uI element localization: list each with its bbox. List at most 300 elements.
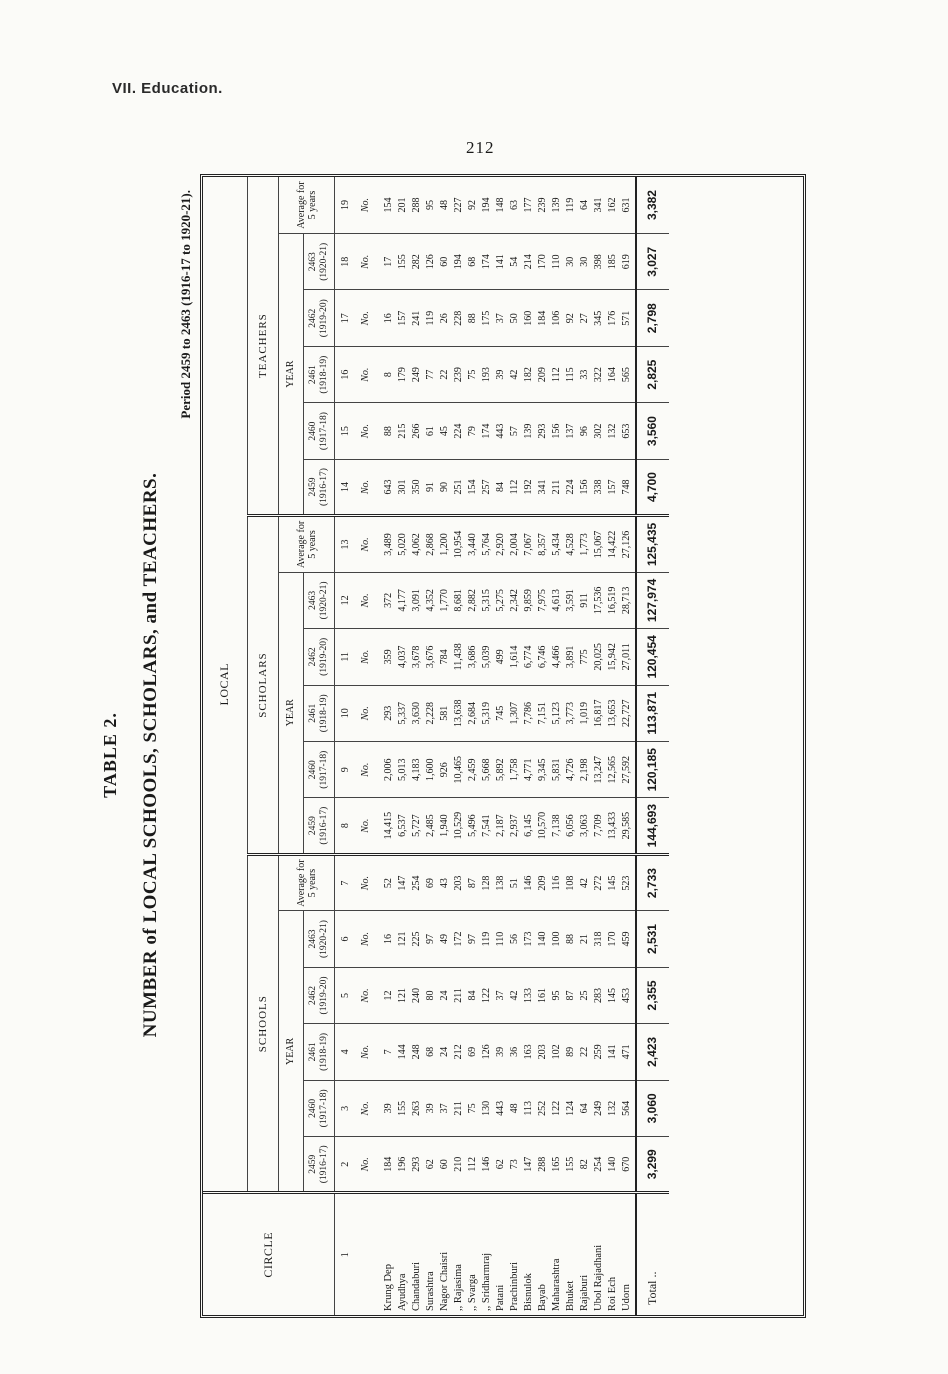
column-number: 6 bbox=[335, 911, 358, 967]
year-header: YEAR bbox=[279, 911, 304, 1193]
schools-value: 82 bbox=[579, 1159, 590, 1170]
scholars-value: 20,025 bbox=[593, 643, 604, 671]
teachers-value: 96 bbox=[579, 426, 590, 437]
teachers-value: 224 bbox=[453, 423, 464, 439]
no-label: No. bbox=[357, 290, 375, 346]
scholars-value: 5,831 bbox=[551, 758, 562, 781]
teachers-value: 88 bbox=[383, 426, 394, 437]
schools-total: 3,060 bbox=[636, 1080, 669, 1136]
scholars-value: 7,786 bbox=[523, 702, 534, 725]
teachers-value: 338 bbox=[593, 479, 604, 495]
year-cell bbox=[304, 798, 335, 854]
circle-name: Prachinburi bbox=[509, 1262, 520, 1311]
schools-value: 56 bbox=[509, 934, 520, 945]
teachers-value: 77 bbox=[425, 369, 436, 380]
scholars-value: 6,537 bbox=[397, 814, 408, 837]
year-header: YEAR bbox=[279, 234, 304, 516]
teachers-value: 177 bbox=[523, 197, 534, 213]
no-label: No. bbox=[357, 516, 375, 572]
scholars-value: 2,920 bbox=[495, 533, 506, 556]
year-ce: (1919-20) bbox=[319, 299, 329, 338]
schools-total: 2,423 bbox=[636, 1024, 669, 1080]
teachers-column bbox=[375, 403, 636, 459]
schools-value: 212 bbox=[453, 1044, 464, 1060]
scholars-value: 7,151 bbox=[537, 702, 548, 725]
schools-value: 52 bbox=[383, 878, 394, 889]
schools-value: 39 bbox=[425, 1103, 436, 1114]
scholars-value: 3,891 bbox=[565, 645, 576, 669]
teachers-value: 26 bbox=[439, 313, 450, 324]
circle-name: Bisnulok bbox=[523, 1273, 534, 1311]
schools-column bbox=[375, 911, 636, 967]
teachers-value: 341 bbox=[537, 479, 548, 495]
schools-value: 564 bbox=[621, 1100, 632, 1116]
schools-value: 283 bbox=[593, 987, 604, 1003]
year-ce: (1917-18) bbox=[319, 750, 329, 789]
no-label: No. bbox=[357, 459, 375, 515]
teachers-value: 154 bbox=[467, 479, 478, 495]
scholars-value: 14,422 bbox=[607, 530, 618, 559]
schools-value: 62 bbox=[425, 1159, 436, 1170]
teachers-value: 174 bbox=[481, 423, 492, 439]
schools-value: 254 bbox=[411, 875, 422, 891]
teachers-total: 4,700 bbox=[636, 459, 669, 515]
year-cell bbox=[304, 234, 335, 290]
no-label: No. bbox=[357, 798, 375, 854]
teachers-value: 571 bbox=[621, 310, 632, 326]
schools-value: 209 bbox=[537, 875, 548, 891]
avg-header: Average for 5 years bbox=[279, 516, 335, 572]
schools-value: 146 bbox=[523, 875, 534, 891]
teachers-value: 27 bbox=[579, 313, 590, 324]
teachers-value: 341 bbox=[593, 197, 604, 213]
page-number: 212 bbox=[466, 138, 495, 157]
circle-list bbox=[375, 1193, 636, 1315]
teachers-value: 132 bbox=[607, 423, 618, 439]
scholars-value: 2,459 bbox=[467, 758, 478, 781]
teachers-value: 155 bbox=[397, 254, 408, 270]
schools-value: 21 bbox=[579, 934, 590, 945]
no-label: No. bbox=[357, 1024, 375, 1080]
scholars-value: 926 bbox=[439, 762, 450, 778]
teachers-column bbox=[375, 459, 636, 515]
schools-value: 211 bbox=[453, 1101, 464, 1116]
no-label: No. bbox=[357, 911, 375, 967]
schools-value: 259 bbox=[593, 1044, 604, 1060]
no-label: No. bbox=[357, 1137, 375, 1193]
scholars-value: 5,434 bbox=[551, 533, 562, 556]
year-header: YEAR bbox=[279, 572, 304, 854]
scholars-value: 293 bbox=[383, 705, 394, 721]
scholars-value: 3,489 bbox=[383, 533, 394, 556]
schools-value: 25 bbox=[579, 990, 590, 1001]
no-label: No. bbox=[357, 629, 375, 685]
teachers-value: 50 bbox=[509, 313, 520, 324]
schools-value: 119 bbox=[481, 931, 492, 947]
circle-name: Bayab bbox=[537, 1284, 548, 1311]
rotated-table-area bbox=[100, 170, 840, 1340]
teachers-value: 211 bbox=[551, 479, 562, 495]
scholars-value: 3,440 bbox=[467, 533, 478, 556]
schools-value: 22 bbox=[579, 1046, 590, 1057]
scholars-value: 4,183 bbox=[411, 758, 422, 781]
teachers-value: 148 bbox=[495, 197, 506, 213]
teachers-value: 16 bbox=[383, 313, 394, 324]
scholars-value: 3,591 bbox=[565, 589, 576, 612]
teachers-value: 30 bbox=[579, 256, 590, 267]
circle-name: Bhuket bbox=[565, 1280, 576, 1311]
scholars-value: 3,063 bbox=[579, 814, 590, 837]
column-number: 10 bbox=[335, 685, 358, 741]
teachers-value: 162 bbox=[607, 197, 618, 213]
schools-column bbox=[375, 1080, 636, 1136]
schools-value: 145 bbox=[607, 875, 618, 891]
scholars-value: 1,940 bbox=[439, 814, 450, 837]
year-be: 2459 bbox=[308, 816, 319, 836]
teachers-value: 48 bbox=[439, 200, 450, 211]
teachers-value: 95 bbox=[425, 200, 436, 211]
year-be: 2462 bbox=[308, 308, 319, 328]
teachers-value: 214 bbox=[523, 254, 534, 270]
teachers-value: 160 bbox=[523, 310, 534, 326]
year-ce: (1916-17) bbox=[319, 1145, 329, 1184]
no-label: No. bbox=[357, 967, 375, 1023]
no-label: No. bbox=[357, 177, 375, 234]
teachers-value: 63 bbox=[509, 200, 520, 211]
scholars-value: 4,528 bbox=[565, 533, 576, 556]
teachers-value: 8 bbox=[383, 372, 394, 378]
teachers-value: 643 bbox=[383, 479, 394, 495]
schools-value: 24 bbox=[439, 1046, 450, 1057]
column-number: 2 bbox=[335, 1137, 358, 1193]
scholars-value: 581 bbox=[439, 705, 450, 721]
year-ce: (1918-19) bbox=[319, 694, 329, 733]
scholars-column bbox=[375, 516, 636, 572]
scholars-value: 6,056 bbox=[565, 814, 576, 837]
teachers-value: 194 bbox=[481, 197, 492, 213]
scholars-value: 7,975 bbox=[537, 589, 548, 612]
schools-value: 89 bbox=[565, 1046, 576, 1057]
schools-value: 100 bbox=[551, 931, 562, 947]
column-number: 16 bbox=[335, 346, 358, 402]
scholars-value: 10,954 bbox=[453, 530, 464, 559]
scholars-value: 9,859 bbox=[523, 589, 534, 612]
teachers-value: 137 bbox=[565, 423, 576, 439]
column-number: 17 bbox=[335, 290, 358, 346]
schools-value: 128 bbox=[481, 875, 492, 891]
column-number: 14 bbox=[335, 459, 358, 515]
statistics-table bbox=[203, 177, 669, 1315]
scholars-value: 15,942 bbox=[607, 643, 618, 671]
year-cell bbox=[304, 459, 335, 515]
scholars-value: 5,039 bbox=[481, 645, 492, 669]
schools-value: 80 bbox=[425, 990, 436, 1001]
schools-value: 42 bbox=[579, 878, 590, 889]
circle-name: Nagor Chaisri bbox=[439, 1251, 450, 1311]
scholars-value: 13,653 bbox=[607, 699, 618, 728]
teachers-value: 156 bbox=[579, 479, 590, 495]
teachers-value: 301 bbox=[397, 479, 408, 495]
teachers-value: 115 bbox=[565, 367, 576, 382]
year-be: 2463 bbox=[308, 590, 319, 610]
column-number: 3 bbox=[335, 1080, 358, 1136]
scholars-value: 3,676 bbox=[425, 645, 436, 669]
scholars-value: 4,037 bbox=[397, 645, 408, 669]
scholars-value: 5,275 bbox=[495, 589, 506, 612]
scholars-value: 13,433 bbox=[607, 811, 618, 840]
scholars-value: 2,006 bbox=[383, 758, 394, 781]
scholars-value: 5,020 bbox=[397, 533, 408, 556]
schools-value: 75 bbox=[467, 1103, 478, 1114]
schools-value: 155 bbox=[565, 1156, 576, 1172]
teachers-value: 90 bbox=[439, 482, 450, 493]
scholars-value: 8,681 bbox=[453, 589, 464, 612]
teachers-value: 227 bbox=[453, 197, 464, 213]
scholars-value: 4,352 bbox=[425, 589, 436, 612]
schools-value: 16 bbox=[383, 934, 394, 945]
year-be: 2461 bbox=[308, 703, 319, 723]
year-cell bbox=[304, 346, 335, 402]
scholars-value: 27,011 bbox=[621, 643, 632, 671]
teachers-value: 266 bbox=[411, 423, 422, 439]
schools-column bbox=[375, 1137, 636, 1193]
scholars-value: 1,200 bbox=[439, 533, 450, 556]
scholars-value: 372 bbox=[383, 592, 394, 608]
teachers-value: 293 bbox=[537, 423, 548, 439]
total-label: Total .. bbox=[636, 1193, 669, 1315]
schools-value: 87 bbox=[565, 990, 576, 1001]
year-cell bbox=[304, 572, 335, 628]
teachers-value: 156 bbox=[551, 423, 562, 439]
scholars-value: 29,585 bbox=[621, 811, 632, 840]
column-number: 12 bbox=[335, 572, 358, 628]
schools-value: 87 bbox=[467, 878, 478, 889]
scholars-column bbox=[375, 798, 636, 854]
table-label-wrap bbox=[100, 170, 121, 1340]
schools-value: 133 bbox=[523, 987, 534, 1003]
year-ce: (1916-17) bbox=[319, 806, 329, 845]
teachers-value: 22 bbox=[439, 369, 450, 380]
teachers-value: 64 bbox=[579, 200, 590, 211]
teachers-value: 224 bbox=[565, 479, 576, 495]
scholars-value: 1,614 bbox=[509, 645, 520, 669]
column-number: 4 bbox=[335, 1024, 358, 1080]
no-label: No. bbox=[357, 234, 375, 290]
scholars-value: 2,228 bbox=[425, 702, 436, 725]
scholars-value: 3,773 bbox=[565, 702, 576, 725]
teachers-total: 3,560 bbox=[636, 403, 669, 459]
circle-name: Maharashtra bbox=[551, 1258, 562, 1311]
scholars-value: 5,337 bbox=[397, 702, 408, 725]
scholars-value: 6,774 bbox=[523, 645, 534, 669]
no-label: No. bbox=[357, 854, 375, 910]
scholars-column bbox=[375, 572, 636, 628]
schools-value: 68 bbox=[425, 1046, 436, 1057]
schools-value: 122 bbox=[551, 1100, 562, 1116]
schools-total: 2,531 bbox=[636, 911, 669, 967]
schools-value: 293 bbox=[411, 1156, 422, 1172]
schools-value: 64 bbox=[579, 1103, 590, 1114]
schools-value: 453 bbox=[621, 987, 632, 1003]
schools-value: 254 bbox=[593, 1156, 604, 1172]
teachers-value: 75 bbox=[467, 369, 478, 380]
year-be: 2463 bbox=[308, 929, 319, 949]
teachers-value: 60 bbox=[439, 256, 450, 267]
year-ce: (1919-20) bbox=[319, 976, 329, 1015]
schools-total: 3,299 bbox=[636, 1137, 669, 1193]
teachers-value: 302 bbox=[593, 423, 604, 439]
scholars-value: 7,138 bbox=[551, 814, 562, 837]
circle-name: Patani bbox=[495, 1284, 506, 1311]
column-number: 9 bbox=[335, 742, 358, 798]
teachers-value: 139 bbox=[551, 197, 562, 213]
scholars-value: 1,773 bbox=[579, 533, 590, 556]
scholars-value: 5,013 bbox=[397, 758, 408, 781]
teachers-value: 37 bbox=[495, 313, 506, 324]
schools-value: 248 bbox=[411, 1044, 422, 1060]
schools-value: 51 bbox=[509, 878, 520, 889]
schools-value: 62 bbox=[495, 1159, 506, 1170]
teachers-value: 112 bbox=[509, 479, 520, 495]
schools-value: 97 bbox=[467, 934, 478, 945]
teachers-value: 619 bbox=[621, 254, 632, 270]
scholars-value: 3,686 bbox=[467, 645, 478, 669]
year-be: 2460 bbox=[308, 760, 319, 780]
circle-header: CIRCLE bbox=[203, 1193, 335, 1315]
schools-value: 252 bbox=[537, 1100, 548, 1116]
circle-name: ,, Sridharmraj bbox=[481, 1252, 492, 1311]
schools-value: 471 bbox=[621, 1044, 632, 1060]
schools-value: 670 bbox=[621, 1156, 632, 1172]
schools-value: 116 bbox=[551, 875, 562, 891]
teachers-value: 251 bbox=[453, 479, 464, 495]
schools-value: 95 bbox=[551, 990, 562, 1001]
scholars-value: 16,817 bbox=[593, 699, 604, 728]
circle-name: Chandaburi bbox=[411, 1262, 422, 1311]
teachers-value: 91 bbox=[425, 482, 436, 493]
no-label: No. bbox=[357, 685, 375, 741]
schools-value: 84 bbox=[467, 990, 478, 1001]
teachers-value: 45 bbox=[439, 426, 450, 437]
teachers-value: 228 bbox=[453, 310, 464, 326]
teachers-value: 92 bbox=[467, 200, 478, 211]
teachers-value: 79 bbox=[467, 426, 478, 437]
schools-value: 88 bbox=[565, 934, 576, 945]
year-cell bbox=[304, 1024, 335, 1080]
year-ce: (1920-21) bbox=[319, 920, 329, 959]
teachers-value: 157 bbox=[397, 310, 408, 326]
column-number: 8 bbox=[335, 798, 358, 854]
scholars-value: 11,438 bbox=[453, 643, 464, 671]
schools-value: 126 bbox=[481, 1044, 492, 1060]
avg-header: Average for 5 years bbox=[279, 854, 335, 910]
schools-value: 141 bbox=[607, 1044, 618, 1060]
schools-value: 69 bbox=[425, 878, 436, 889]
teachers-total: 2,825 bbox=[636, 346, 669, 402]
year-cell bbox=[304, 685, 335, 741]
scholars-value: 3,678 bbox=[411, 645, 422, 669]
schools-value: 163 bbox=[523, 1044, 534, 1060]
teachers-value: 631 bbox=[621, 197, 632, 213]
scholars-value: 3,091 bbox=[411, 589, 422, 612]
teachers-value: 185 bbox=[607, 254, 618, 270]
schools-value: 39 bbox=[383, 1103, 394, 1114]
teachers-value: 194 bbox=[453, 254, 464, 270]
column-number: 11 bbox=[335, 629, 358, 685]
scholars-value: 2,937 bbox=[509, 814, 520, 837]
teachers-column bbox=[375, 177, 636, 234]
teachers-value: 175 bbox=[481, 310, 492, 326]
circle-name: Rajaburi bbox=[579, 1274, 590, 1311]
teachers-value: 192 bbox=[523, 479, 534, 495]
schools-total: 2,355 bbox=[636, 967, 669, 1023]
teachers-value: 350 bbox=[411, 479, 422, 495]
no-label-blank bbox=[357, 1193, 375, 1315]
teachers-value: 170 bbox=[537, 254, 548, 270]
circle-name: Surashtra bbox=[425, 1271, 436, 1311]
teachers-value: 42 bbox=[509, 369, 520, 380]
no-label: No. bbox=[357, 403, 375, 459]
circle-name: Udorn bbox=[621, 1284, 632, 1311]
group-header-schools: SCHOOLS bbox=[248, 854, 279, 1193]
schools-value: 523 bbox=[621, 875, 632, 891]
circle-name: Ayudhya bbox=[397, 1273, 408, 1311]
column-number: 18 bbox=[335, 234, 358, 290]
schools-value: 60 bbox=[439, 1159, 450, 1170]
schools-value: 196 bbox=[397, 1156, 408, 1172]
schools-value: 113 bbox=[523, 1101, 534, 1116]
teachers-value: 201 bbox=[397, 197, 408, 213]
scholars-value: 1,019 bbox=[579, 702, 590, 725]
scholars-value: 5,496 bbox=[467, 814, 478, 837]
teachers-value: 322 bbox=[593, 367, 604, 383]
section-header: VII. Education. bbox=[112, 80, 223, 97]
schools-value: 240 bbox=[411, 987, 422, 1003]
schools-value: 132 bbox=[607, 1100, 618, 1116]
schools-value: 12 bbox=[383, 990, 394, 1001]
year-cell bbox=[304, 911, 335, 967]
teachers-value: 30 bbox=[565, 256, 576, 267]
schools-value: 37 bbox=[495, 990, 506, 1001]
year-cell bbox=[304, 742, 335, 798]
scholars-value: 2,684 bbox=[467, 702, 478, 725]
scholars-total: 120,454 bbox=[636, 629, 669, 685]
teachers-value: 141 bbox=[495, 254, 506, 270]
teachers-value: 57 bbox=[509, 426, 520, 437]
scholars-value: 13,638 bbox=[453, 699, 464, 728]
year-ce: (1920-21) bbox=[319, 242, 329, 281]
teachers-column bbox=[375, 346, 636, 402]
schools-value: 108 bbox=[565, 875, 576, 891]
year-be: 2459 bbox=[308, 477, 319, 497]
teachers-value: 157 bbox=[607, 479, 618, 495]
schools-value: 147 bbox=[523, 1156, 534, 1172]
scholars-value: 5,892 bbox=[495, 758, 506, 781]
schools-column bbox=[375, 854, 636, 910]
teachers-value: 653 bbox=[621, 423, 632, 439]
schools-value: 146 bbox=[481, 1156, 492, 1172]
year-ce: (1917-18) bbox=[319, 1089, 329, 1128]
schools-value: 249 bbox=[593, 1100, 604, 1116]
teachers-value: 54 bbox=[509, 256, 520, 267]
scholars-value: 28,713 bbox=[621, 586, 632, 615]
teachers-value: 92 bbox=[565, 313, 576, 324]
scholars-value: 745 bbox=[495, 705, 506, 721]
scholars-value: 15,067 bbox=[593, 530, 604, 559]
schools-value: 140 bbox=[607, 1156, 618, 1172]
teachers-column bbox=[375, 290, 636, 346]
schools-value: 263 bbox=[411, 1100, 422, 1116]
